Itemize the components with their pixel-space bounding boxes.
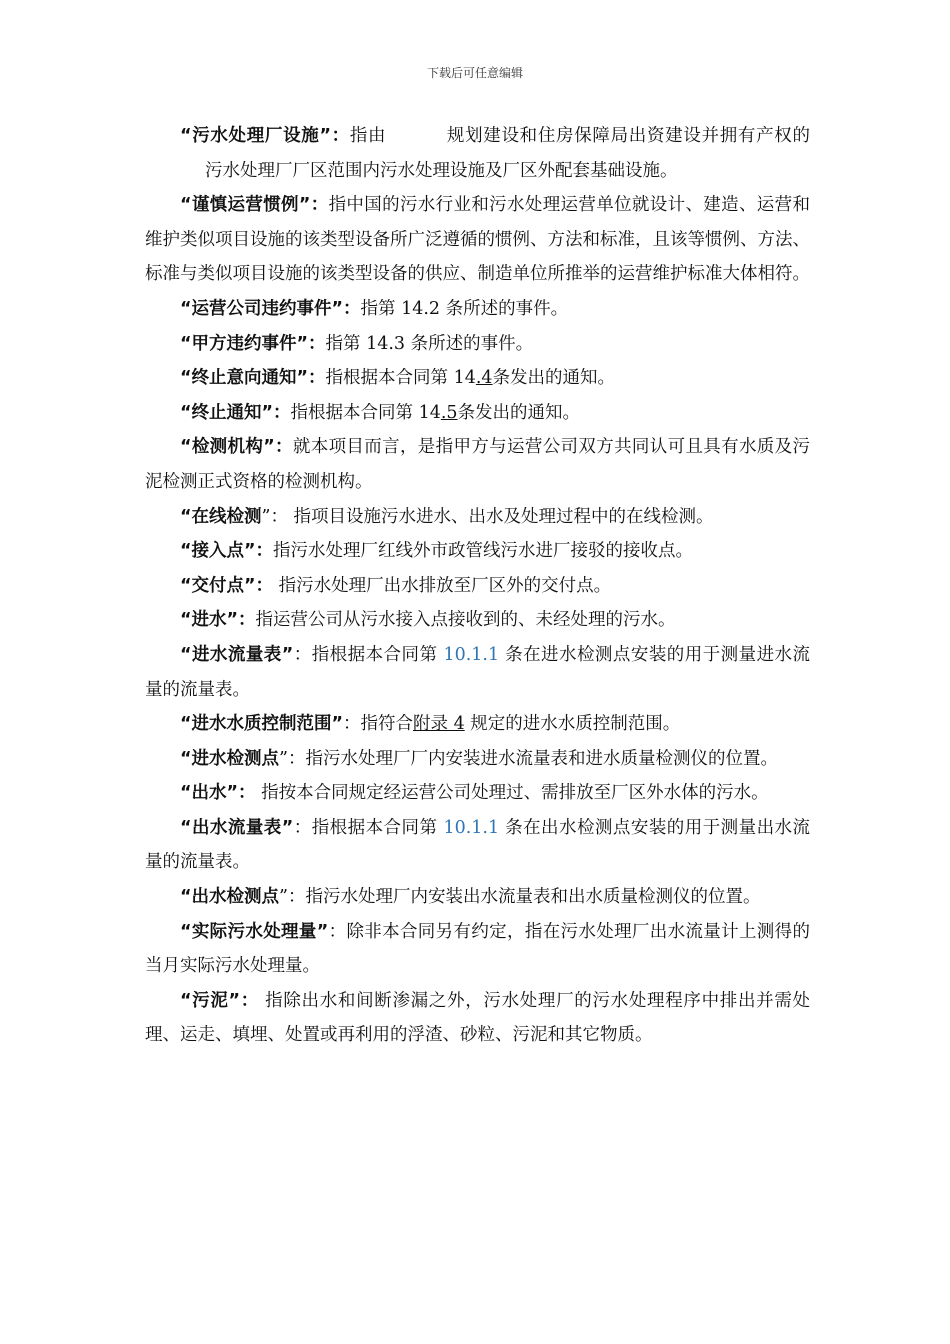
definition-1: “谨慎运营惯例”：指中国的污水行业和污水处理运营单位就设计、建造、运营和维护类似项目设施的该类型设备所广泛遵循的惯例、方法和标准，且该等惯例、方法、标准与类似项目设施的该类型设备的供应、制造单位所推举的运营维护标准大体相符。	[145, 195, 810, 285]
definition-4: “终止意向通知”：指根据本合同第 14.4条发出的通知。	[180, 368, 616, 389]
definition-10: “进水”：指运营公司从污水接入点接收到的、未经处理的污水。	[180, 610, 676, 631]
definition-18: “污泥”： 指除出水和间断渗漏之外，污水处理厂的污水处理程序中排出并需处理、运走、填埋、处置或再利用的浮渣、砂粒、污泥和其它物质。	[145, 990, 811, 1046]
definition-2: “运营公司违约事件”：指第 14.2 条所述的事件。	[180, 298, 569, 319]
definition-term: “进水水质控制范围”	[180, 714, 344, 735]
definition-16: “出水检测点”：指污水处理厂内安装出水流量表和出水质量检测仪的位置。	[180, 887, 761, 908]
definition-term: “在线检测	[180, 506, 262, 527]
definition-term: “出水流量表”	[180, 817, 294, 838]
definition-term: “出水”	[180, 783, 239, 804]
definition-term: “进水”	[180, 610, 239, 631]
definition-term: “交付点”	[180, 575, 256, 596]
definition-term: “终止意向通知”	[180, 368, 309, 389]
definition-17: “实际污水处理量”：除非本合同另有约定，指在污水处理厂出水流量计上测得的当月实际污水处理量。	[145, 921, 810, 977]
definition-term: “污泥”	[180, 990, 241, 1011]
definition-term: “检测机构”	[180, 437, 275, 458]
definition-term: “接入点”	[180, 541, 256, 562]
definition-term: “终止通知”	[180, 402, 274, 423]
definition-13: “进水检测点”：指污水处理厂厂内安装进水流量表和进水质量检测仪的位置。	[180, 748, 778, 769]
appendix-reference-link[interactable]: 附录 4	[413, 714, 465, 735]
definition-term: “出水检测点	[180, 887, 280, 908]
page-header: 下载后可任意编辑	[426, 66, 523, 80]
definition-15: “出水流量表”：指根据本合同第 10.1.1 条在出水检测点安装的用于测量出水流量的流量表。	[145, 817, 810, 873]
definition-term: “运营公司违约事件”	[180, 298, 344, 319]
definition-7: “在线检测”： 指项目设施污水进水、出水及处理过程中的在线检测。	[180, 506, 714, 527]
definition-term: “谨慎运营惯例”	[180, 195, 311, 216]
section-reference-link[interactable]: 10.1.1	[443, 817, 500, 838]
definition-term: “甲方违约事件”	[180, 333, 309, 354]
definition-9: “交付点”： 指污水处理厂出水排放至厂区外的交付点。	[180, 575, 612, 596]
definition-3: “甲方违约事件”：指第 14.3 条所述的事件。	[180, 333, 534, 354]
definition-8: “接入点”：指污水处理厂红线外市政管线污水进厂接驳的接收点。	[180, 541, 694, 562]
definition-11: “进水流量表”：指根据本合同第 10.1.1 条在进水检测点安装的用于测量进水流量的流量表。	[145, 644, 810, 700]
definition-term: “污水处理厂设施”	[180, 126, 331, 146]
definition-12: “进水水质控制范围”：指符合附录 4 规定的进水水质控制范围。	[180, 714, 681, 735]
section-reference-link[interactable]: 10.1.1	[443, 644, 500, 665]
definition-0: “污水处理厂设施”：指由 规划建设和住房保障局出资建设并拥有产权的污水处理厂厂区范围内污水处理设施及厂区外配套基础设施。	[180, 126, 810, 181]
definition-6: “检测机构”：就本项目而言，是指甲方与运营公司双方共同认可且具有水质及污泥检测正式资格的检测机构。	[145, 437, 810, 492]
definition-term: “实际污水处理量”	[180, 921, 329, 942]
definition-14: “出水”： 指按本合同规定经运营公司处理过、需排放至厂区外水体的污水。	[180, 783, 769, 804]
definition-term: “进水流量表”	[180, 644, 294, 665]
definition-term: “进水检测点	[180, 748, 280, 769]
definition-5: “终止通知”：指根据本合同第 14.5条发出的通知。	[180, 402, 581, 423]
document-body	[145, 119, 810, 1053]
